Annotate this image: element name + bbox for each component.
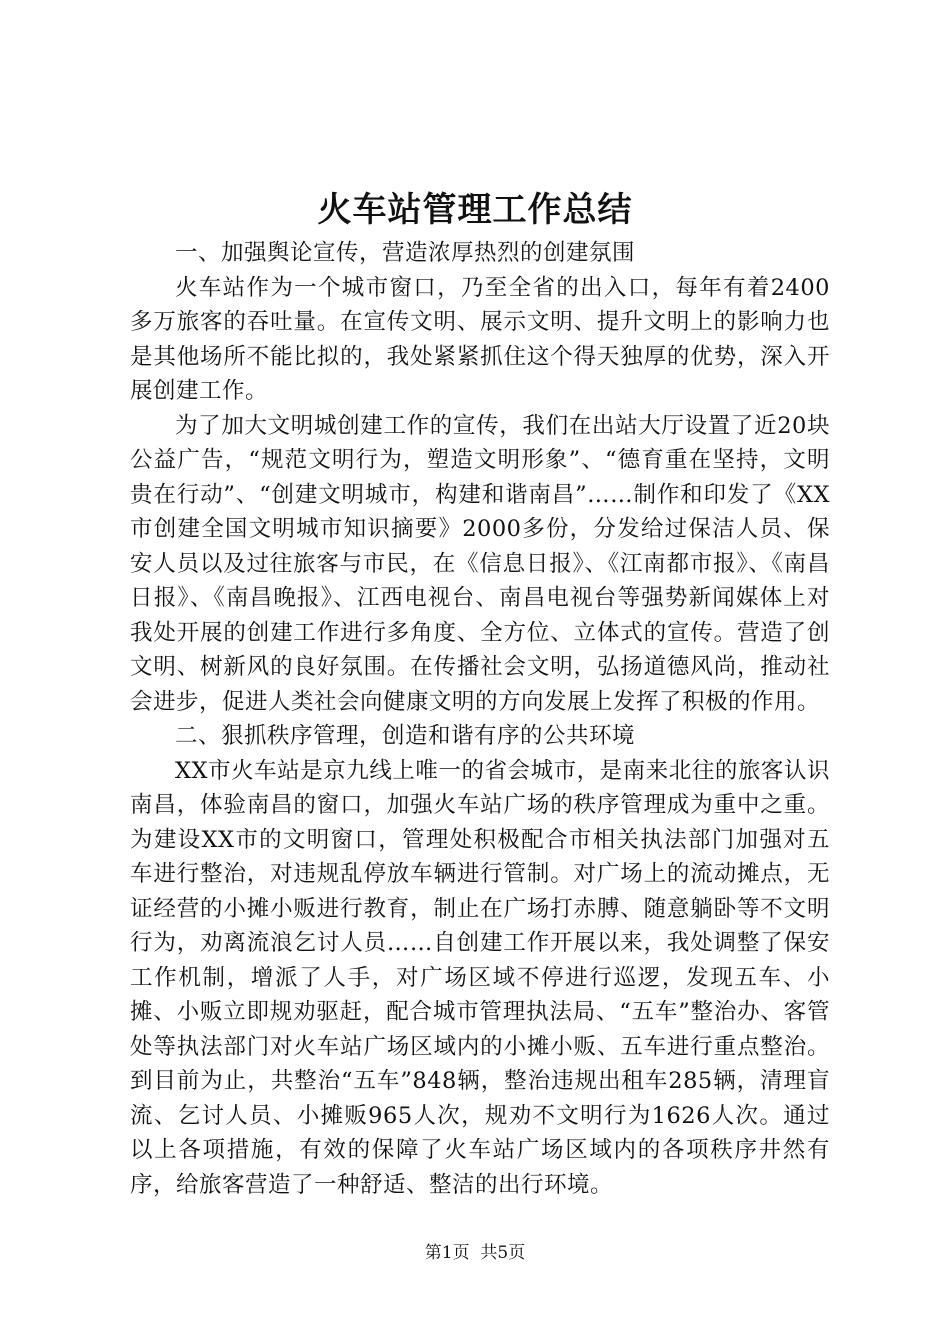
section-heading-2: 二、狠抓秩序管理，创造和谐有序的公共环境 xyxy=(175,723,636,749)
page-footer: 第1页 共5页 xyxy=(424,1243,526,1263)
section-1-paragraph-2: 为了加大文明城创建工作的宣传，我们在出站大厅设置了近20块公益广告，“规范文明行为，塑造文明形象”、“德育重在坚持，文明贵在行动”、“创建文明城市，构建和谐南昌”……制作和印发了《XX市创建全国文明城市知识摘要》2000多份，分发给过保洁人员、保安人员以及过往旅客与市民，在《信息日报》、《江南都市报》、《南昌日报》、《南昌晚报》、江西电视台、南昌电视台等强势新闻媒体上对我处开展的创建工作进行多角度、全方位、立体式的宣传。营造了创文明、树新风的良好氛围。在传播社会文明，弘扬道德风尚，推动社会进步，促进人类社会向健康文明的方向发展上发挥了积极的作用。 xyxy=(130,412,830,715)
section-2-paragraph-1: XX市火车站是京九线上唯一的省会城市，是南来北往的旅客认识南昌，体验南昌的窗口，加强火车站广场的秩序管理成为重中之重。为建设XX市的文明窗口，管理处积极配合市相关执法部门加强对五车进行整治，对违规乱停放车辆进行管制。对广场上的流动摊点，无证经营的小摊小贩进行教育，制止在广场打赤膊、随意躺卧等不文明行为，劝离流浪乞讨人员……自创建工作开展以来，我处调整了保安工作机制，增派了人手，对广场区域不停进行巡逻，发现五车、小摊、小贩立即规劝驱赶，配合城市管理执法局、“五车”整治办、客管处等执法部门对火车站广场区域内的小摊小贩、五车进行重点整治。到目前为止，共整治“五车”848辆，整治违规出租车285辆，清理盲流、乞讨人员、小摊贩965人次，规劝不文明行为1626人次。通过以上各项措施，有效的保障了火车站广场区域内的各项秩序井然有序，给旅客营造了一种舒适、整洁的出行环境。 xyxy=(130,757,830,1198)
document-title: 火车站管理工作总结 xyxy=(317,190,633,230)
document-body xyxy=(130,236,830,1202)
section-1-paragraph-1: 火车站作为一个城市窗口，乃至全省的出入口，每年有着2400多万旅客的吞吐量。在宣传文明、展示文明、提升文明上的影响力也是其他场所不能比拟的，我处紧紧抓住这个得天独厚的优势，深入开展创建工作。 xyxy=(130,274,830,404)
section-heading-1: 一、加强舆论宣传，营造浓厚热烈的创建氛围 xyxy=(175,240,636,266)
